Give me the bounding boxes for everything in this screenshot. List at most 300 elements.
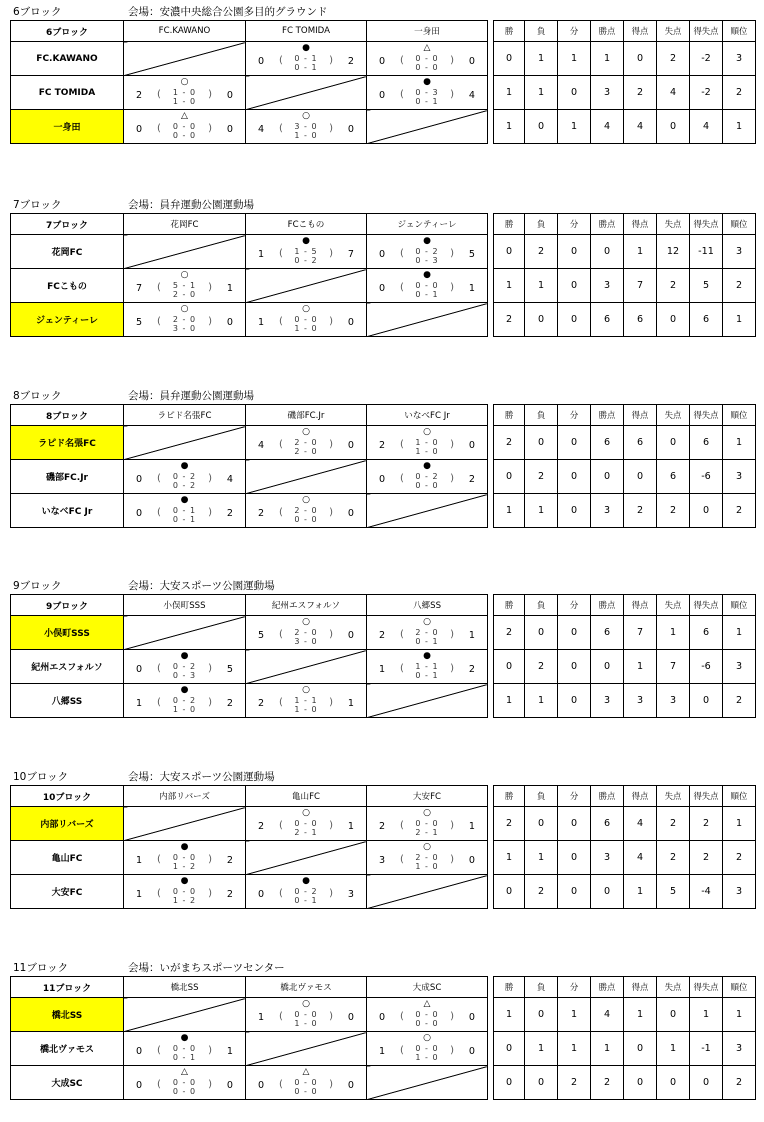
column-team-2: 八郷SS xyxy=(367,595,488,616)
stat-header-0: 勝 xyxy=(494,786,525,807)
first-half-score: 2 - 0 xyxy=(294,438,318,447)
paren-open: ( xyxy=(279,1079,283,1090)
second-half-score: 1 - 2 xyxy=(172,896,197,905)
result-box xyxy=(124,684,245,717)
match-result xyxy=(246,684,367,718)
team-row xyxy=(11,235,756,269)
team-name: FC.KAWANO xyxy=(11,42,124,76)
paren-open: ( xyxy=(157,854,161,865)
match-result xyxy=(124,494,246,528)
block-title: 7ブロック xyxy=(13,199,62,211)
team-row xyxy=(11,269,756,303)
result-mark: ● xyxy=(423,236,431,246)
second-half-score: 0 - 1 xyxy=(172,515,197,524)
team-row xyxy=(11,303,756,337)
result-box xyxy=(367,460,487,493)
result-box xyxy=(367,616,487,649)
match-result xyxy=(246,303,367,337)
score-opponent: 2 xyxy=(468,474,475,485)
result-mark: △ xyxy=(181,111,188,121)
venue-line xyxy=(128,388,254,404)
first-half-score: 0 - 2 xyxy=(172,662,197,671)
block-name-cell: 11ブロック xyxy=(11,977,124,998)
stat-value: 0 xyxy=(525,303,558,337)
stat-value: 0 xyxy=(657,1066,690,1100)
match-result xyxy=(367,460,488,494)
stat-value: 6 xyxy=(591,807,624,841)
stat-value: 1 xyxy=(525,42,558,76)
paren-close: ) xyxy=(329,439,333,450)
paren-close: ) xyxy=(329,248,333,259)
score-own: 4 xyxy=(258,440,265,451)
first-half-score: 2 - 0 xyxy=(172,315,197,324)
paren-close: ) xyxy=(450,55,454,66)
result-box xyxy=(367,76,487,109)
stat-value: 0 xyxy=(525,807,558,841)
stat-value: 7 xyxy=(657,650,690,684)
team-name: ジェンティーレ xyxy=(11,303,124,337)
score-own: 5 xyxy=(136,317,143,328)
result-mark: ● xyxy=(180,876,189,886)
paren-close: ) xyxy=(450,473,454,484)
team-row xyxy=(11,76,756,110)
stat-value: -2 xyxy=(690,76,723,110)
stat-value: 3 xyxy=(723,235,756,269)
score-opponent: 1 xyxy=(226,283,233,294)
result-mark: ○ xyxy=(302,111,310,121)
paren-open: ( xyxy=(279,507,283,518)
second-half-score: 1 - 2 xyxy=(172,862,197,871)
stat-value: 2 xyxy=(723,841,756,875)
score-own: 1 xyxy=(136,698,143,709)
first-half-score: 2 - 0 xyxy=(294,506,318,515)
stat-value: 6 xyxy=(624,426,657,460)
score-opponent: 7 xyxy=(347,249,354,260)
first-half-score: 0 - 0 xyxy=(415,819,439,828)
stat-value: 3 xyxy=(723,650,756,684)
result-mark: ● xyxy=(180,685,189,695)
score-own: 0 xyxy=(379,249,386,260)
second-half-score: 1 - 0 xyxy=(294,1019,318,1028)
paren-open: ( xyxy=(157,316,161,327)
score-opponent: 5 xyxy=(226,664,233,675)
score-opponent: 2 xyxy=(226,889,233,900)
team-name: いなべFC Jr xyxy=(11,494,124,528)
stat-header-5: 失点 xyxy=(657,214,690,235)
match-result xyxy=(367,616,488,650)
header-row xyxy=(11,214,756,235)
stat-value: 1 xyxy=(494,76,525,110)
first-half-score: 0 - 1 xyxy=(172,506,197,515)
first-half-score: 0 - 2 xyxy=(415,247,439,256)
team-row xyxy=(11,684,756,718)
match-result xyxy=(124,684,246,718)
stat-value: 0 xyxy=(494,460,525,494)
match-result xyxy=(124,875,246,909)
result-box xyxy=(124,76,245,109)
match-result xyxy=(246,235,367,269)
stat-value: 5 xyxy=(657,875,690,909)
venue-line xyxy=(128,4,328,20)
stat-value: -6 xyxy=(690,650,723,684)
stat-value: 6 xyxy=(657,460,690,494)
stat-value: 2 xyxy=(525,235,558,269)
second-half-score: 1 - 0 xyxy=(294,705,318,714)
venue-label: 会場： xyxy=(128,390,160,402)
venue-name: 安濃中央総合公園多目的グラウンド xyxy=(159,6,328,18)
block-heading xyxy=(13,960,285,976)
paren-open: ( xyxy=(279,697,283,708)
result-mark: △ xyxy=(302,1067,310,1077)
diagonal-cell xyxy=(246,460,367,494)
score-opponent: 0 xyxy=(347,317,354,328)
second-half-score: 0 - 3 xyxy=(172,671,197,680)
result-mark: ○ xyxy=(423,1033,431,1043)
stat-value: 1 xyxy=(525,494,558,528)
stat-value: 0 xyxy=(558,303,591,337)
stat-value: 6 xyxy=(591,426,624,460)
diagonal-cell xyxy=(124,42,246,76)
team-row xyxy=(11,426,756,460)
result-mark: ○ xyxy=(180,77,189,87)
block-name-cell: 6ブロック xyxy=(11,21,124,42)
match-result xyxy=(246,807,367,841)
stat-value: -6 xyxy=(690,460,723,494)
result-mark: ● xyxy=(423,77,431,87)
team-row xyxy=(11,460,756,494)
stat-header-4: 得点 xyxy=(624,214,657,235)
score-opponent: 2 xyxy=(468,664,475,675)
stat-value: 0 xyxy=(558,426,591,460)
team-row xyxy=(11,998,756,1032)
paren-open: ( xyxy=(400,629,404,640)
second-half-score: 0 - 1 xyxy=(415,290,439,299)
stat-header-2: 分 xyxy=(558,405,591,426)
score-own: 2 xyxy=(379,821,386,832)
result-box xyxy=(124,1066,245,1099)
diagonal-cell xyxy=(246,841,367,875)
column-team-2: ジェンティーレ xyxy=(367,214,488,235)
score-own: 0 xyxy=(379,283,386,294)
score-opponent: 0 xyxy=(347,124,354,135)
result-box xyxy=(367,807,487,840)
paren-close: ) xyxy=(208,1045,212,1056)
result-mark: △ xyxy=(181,1067,188,1077)
stat-header-0: 勝 xyxy=(494,21,525,42)
first-half-score: 0 - 0 xyxy=(294,315,318,324)
second-half-score: 0 - 1 xyxy=(294,63,318,72)
stat-value: 2 xyxy=(723,1066,756,1100)
stat-header-7: 順位 xyxy=(723,214,756,235)
diagonal-cell xyxy=(246,650,367,684)
stat-value: 1 xyxy=(723,998,756,1032)
stat-value: 7 xyxy=(624,616,657,650)
stat-value: 6 xyxy=(591,303,624,337)
paren-close: ) xyxy=(208,663,212,674)
stat-value: 3 xyxy=(591,494,624,528)
result-box xyxy=(124,269,245,302)
match-result xyxy=(124,1066,246,1100)
stat-value: 6 xyxy=(624,303,657,337)
team-row xyxy=(11,42,756,76)
stat-header-1: 負 xyxy=(525,977,558,998)
diagonal-cell xyxy=(124,426,246,460)
result-box xyxy=(246,494,366,527)
stat-value: 6 xyxy=(690,303,723,337)
match-result xyxy=(124,1032,246,1066)
score-opponent: 1 xyxy=(468,821,475,832)
result-mark: ○ xyxy=(423,842,431,852)
stat-value: 0 xyxy=(525,426,558,460)
paren-close: ) xyxy=(208,507,212,518)
result-mark: ● xyxy=(180,461,189,471)
result-mark: ○ xyxy=(302,999,310,1009)
stat-value: 0 xyxy=(591,235,624,269)
stat-value: 2 xyxy=(657,42,690,76)
paren-close: ) xyxy=(329,629,333,640)
match-result xyxy=(367,650,488,684)
stat-value: 5 xyxy=(690,269,723,303)
score-own: 0 xyxy=(379,56,386,67)
stat-value: 3 xyxy=(591,841,624,875)
stat-value: 0 xyxy=(624,460,657,494)
result-box xyxy=(124,841,245,874)
stat-value: 2 xyxy=(657,807,690,841)
stat-value: 0 xyxy=(558,841,591,875)
score-opponent: 0 xyxy=(468,1012,475,1023)
diagonal-cell xyxy=(246,76,367,110)
stat-header-6: 得失点 xyxy=(690,21,723,42)
match-result xyxy=(367,269,488,303)
diagonal-cell xyxy=(367,494,488,528)
stat-value: 0 xyxy=(494,875,525,909)
first-half-score: 0 - 0 xyxy=(294,1078,318,1087)
score-own: 4 xyxy=(258,124,265,135)
column-team-1: 磯部FC.Jr xyxy=(246,405,367,426)
stat-value: 0 xyxy=(690,1066,723,1100)
result-mark: ○ xyxy=(423,427,431,437)
paren-close: ) xyxy=(208,89,212,100)
stat-header-5: 失点 xyxy=(657,786,690,807)
second-half-score: 2 - 0 xyxy=(172,290,197,299)
stat-value: 2 xyxy=(723,684,756,718)
result-mark: ● xyxy=(423,651,431,661)
second-half-score: 1 - 0 xyxy=(172,97,197,106)
block-heading xyxy=(13,388,254,404)
paren-close: ) xyxy=(208,473,212,484)
match-result xyxy=(124,841,246,875)
stat-value: 2 xyxy=(494,303,525,337)
paren-open: ( xyxy=(400,820,404,831)
score-own: 0 xyxy=(379,90,386,101)
stat-value: -2 xyxy=(690,42,723,76)
result-mark: ● xyxy=(180,1033,189,1043)
stat-header-4: 得点 xyxy=(624,21,657,42)
stat-value: 0 xyxy=(657,303,690,337)
stat-value: 3 xyxy=(723,42,756,76)
stat-value: 0 xyxy=(558,616,591,650)
stat-value: 0 xyxy=(558,650,591,684)
score-own: 1 xyxy=(136,889,143,900)
diagonal-cell xyxy=(367,875,488,909)
paren-open: ( xyxy=(279,888,283,899)
paren-close: ) xyxy=(329,316,333,327)
stat-value: 2 xyxy=(525,650,558,684)
paren-open: ( xyxy=(279,629,283,640)
result-mark: ○ xyxy=(302,685,310,695)
diagonal-cell xyxy=(367,1066,488,1100)
venue-line xyxy=(128,578,275,594)
team-name: 小俣町SSS xyxy=(11,616,124,650)
paren-open: ( xyxy=(400,282,404,293)
team-row xyxy=(11,841,756,875)
paren-open: ( xyxy=(279,123,283,134)
paren-open: ( xyxy=(157,89,161,100)
paren-close: ) xyxy=(208,1079,212,1090)
score-own: 0 xyxy=(379,1012,386,1023)
diagonal-cell xyxy=(124,616,246,650)
stat-header-7: 順位 xyxy=(723,21,756,42)
match-result xyxy=(246,875,367,909)
stat-header-7: 順位 xyxy=(723,786,756,807)
score-opponent: 0 xyxy=(347,630,354,641)
stat-value: 1 xyxy=(657,616,690,650)
match-result xyxy=(367,426,488,460)
score-own: 0 xyxy=(136,1080,143,1091)
stat-value: 2 xyxy=(624,494,657,528)
second-half-score: 0 - 0 xyxy=(415,63,439,72)
stat-header-0: 勝 xyxy=(494,977,525,998)
result-box xyxy=(367,269,487,302)
result-box xyxy=(124,875,245,908)
score-own: 0 xyxy=(379,474,386,485)
result-mark: ○ xyxy=(302,427,310,437)
score-own: 0 xyxy=(258,889,265,900)
stat-header-2: 分 xyxy=(558,977,591,998)
score-own: 3 xyxy=(379,855,386,866)
column-team-0: 小俣町SSS xyxy=(124,595,246,616)
result-box xyxy=(246,426,366,459)
column-team-0: FC.KAWANO xyxy=(124,21,246,42)
result-box xyxy=(124,494,245,527)
stat-value: 1 xyxy=(723,303,756,337)
score-opponent: 1 xyxy=(226,1046,233,1057)
result-mark: ● xyxy=(302,876,310,886)
stat-header-1: 負 xyxy=(525,786,558,807)
score-own: 1 xyxy=(258,249,265,260)
stat-value: 0 xyxy=(558,76,591,110)
second-half-score: 1 - 0 xyxy=(415,862,439,871)
score-opponent: 4 xyxy=(226,474,233,485)
match-result xyxy=(367,998,488,1032)
stat-value: 0 xyxy=(558,494,591,528)
stat-value: 3 xyxy=(723,1032,756,1066)
venue-name: いがまちスポーツセンター xyxy=(159,962,285,974)
score-own: 5 xyxy=(258,630,265,641)
score-opponent: 0 xyxy=(347,508,354,519)
column-team-2: 一身田 xyxy=(367,21,488,42)
stat-value: 0 xyxy=(525,616,558,650)
paren-close: ) xyxy=(208,697,212,708)
stat-header-2: 分 xyxy=(558,21,591,42)
paren-close: ) xyxy=(329,820,333,831)
result-mark: ○ xyxy=(423,617,431,627)
paren-close: ) xyxy=(450,1011,454,1022)
column-team-1: 紀州エスフォルソ xyxy=(246,595,367,616)
paren-close: ) xyxy=(208,854,212,865)
stat-value: 1 xyxy=(723,426,756,460)
paren-open: ( xyxy=(279,248,283,259)
score-own: 1 xyxy=(136,855,143,866)
stat-value: 1 xyxy=(494,269,525,303)
first-half-score: 0 - 0 xyxy=(172,887,197,896)
block-name-cell: 8ブロック xyxy=(11,405,124,426)
score-opponent: 3 xyxy=(347,889,354,900)
stat-value: 0 xyxy=(494,235,525,269)
result-mark: ● xyxy=(423,461,431,471)
score-opponent: 1 xyxy=(347,821,354,832)
paren-open: ( xyxy=(157,663,161,674)
score-own: 1 xyxy=(379,1046,386,1057)
stat-value: 0 xyxy=(624,1066,657,1100)
result-box xyxy=(367,42,487,75)
block-table xyxy=(10,404,756,528)
result-mark: ○ xyxy=(180,304,189,314)
score-opponent: 0 xyxy=(226,124,233,135)
score-opponent: 0 xyxy=(347,1080,354,1091)
result-mark: ○ xyxy=(302,808,310,818)
stat-value: 1 xyxy=(723,807,756,841)
result-mark: ○ xyxy=(302,495,310,505)
result-box xyxy=(246,807,366,840)
stat-value: 2 xyxy=(624,76,657,110)
paren-open: ( xyxy=(279,1011,283,1022)
stat-value: 0 xyxy=(494,42,525,76)
stat-value: 0 xyxy=(525,1066,558,1100)
team-name: 花岡FC xyxy=(11,235,124,269)
paren-open: ( xyxy=(400,248,404,259)
paren-open: ( xyxy=(400,89,404,100)
stat-header-3: 勝点 xyxy=(591,786,624,807)
stat-value: 1 xyxy=(558,998,591,1032)
result-box xyxy=(246,1066,366,1099)
score-opponent: 0 xyxy=(347,440,354,451)
score-opponent: 2 xyxy=(226,508,233,519)
result-mark: ● xyxy=(302,43,310,53)
second-half-score: 1 - 0 xyxy=(415,1053,439,1062)
first-half-score: 0 - 3 xyxy=(415,88,439,97)
diagonal-cell xyxy=(246,269,367,303)
diagonal-cell xyxy=(246,1032,367,1066)
stat-value: 1 xyxy=(525,1032,558,1066)
score-own: 1 xyxy=(379,664,386,675)
block-title: 10ブロック xyxy=(13,771,69,783)
column-team-1: 亀山FC xyxy=(246,786,367,807)
paren-open: ( xyxy=(400,1011,404,1022)
stat-value: 1 xyxy=(525,684,558,718)
stat-value: 1 xyxy=(591,1032,624,1066)
match-result xyxy=(367,807,488,841)
result-mark: ● xyxy=(180,842,189,852)
stat-value: 3 xyxy=(723,460,756,494)
result-mark: ○ xyxy=(302,304,310,314)
stat-value: 0 xyxy=(657,998,690,1032)
match-result xyxy=(246,616,367,650)
match-result xyxy=(124,269,246,303)
diagonal-cell xyxy=(124,998,246,1032)
paren-close: ) xyxy=(208,282,212,293)
stat-value: 1 xyxy=(591,42,624,76)
